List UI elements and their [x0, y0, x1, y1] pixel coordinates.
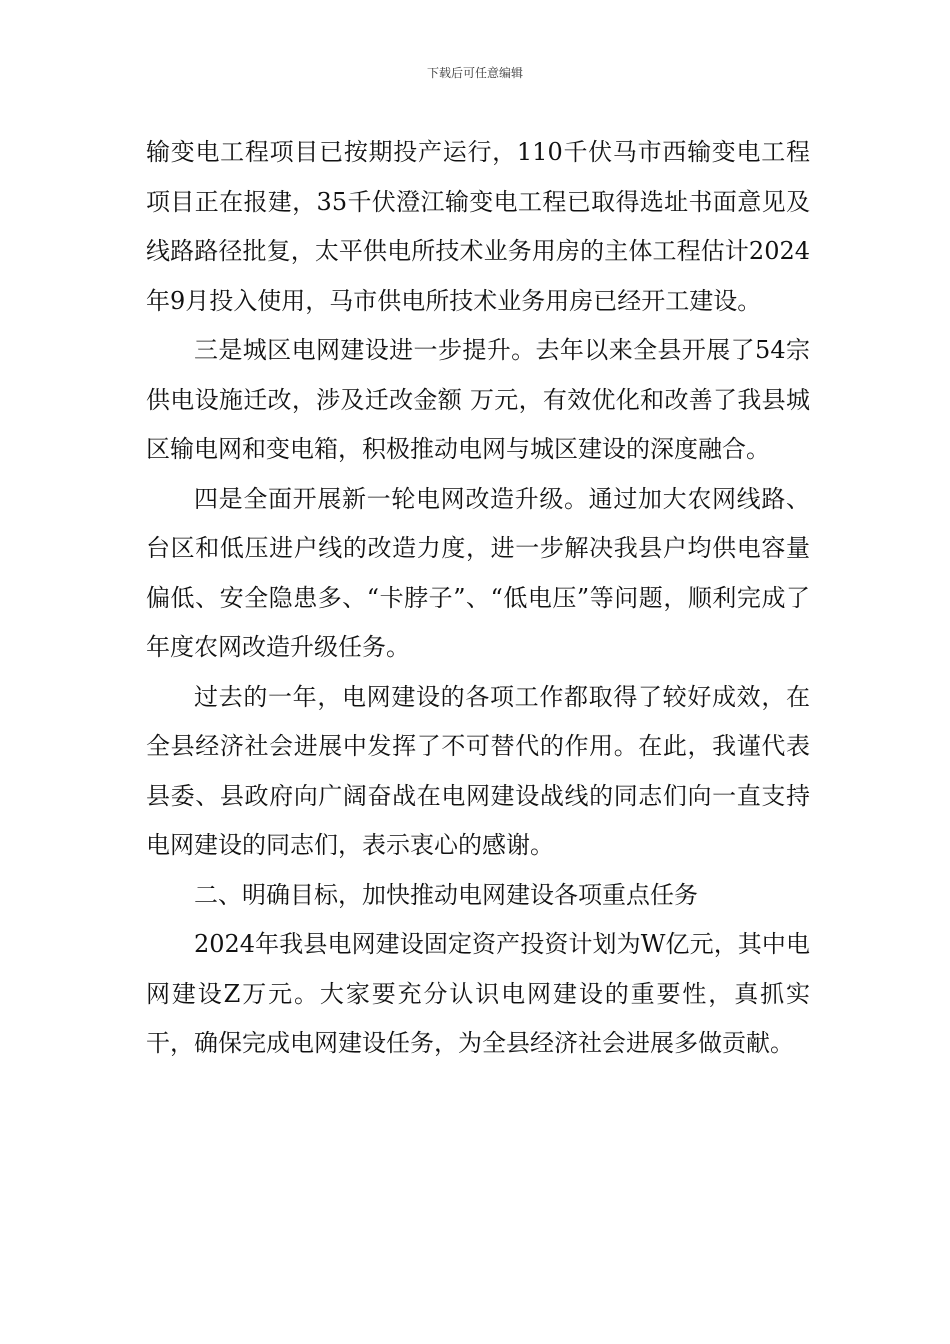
- document-body: [146, 128, 810, 1069]
- paragraph-grid-upgrade: 四是全面开展新一轮电网改造升级。通过加大农网线路、台区和低压进户线的改造力度，进一步解决我县户均供电容量偏低、安全隐患多、“卡脖子”、“低电压”等问题，顺利完成了年度农网改造升级任务。: [146, 484, 810, 661]
- paragraph-investment-plan: 2024年我县电网建设固定资产投资计划为W亿元，其中电网建设Z万元。大家要充分认识电网建设的重要性，真抓实干，确保完成电网建设任务，为全县经济社会进展多做贡献。: [146, 930, 810, 1057]
- paragraph-urban-grid: 三是城区电网建设进一步提升。去年以来全县开展了54宗供电设施迁改，涉及迁改金额 万元，有效优化和改善了我县城区输电网和变电箱，积极推动电网与城区建设的深度融合。: [146, 336, 810, 463]
- page-header: 下载后可任意编辑: [426, 66, 523, 80]
- paragraph-transmission-projects: 输变电工程项目已按期投产运行，110千伏马市西输变电工程项目正在报建，35千伏澄江输变电工程已取得选址书面意见及线路路径批复，太平供电所技术业务用房的主体工程估计2024年9月投入使用，马市供电所技术业务用房已经开工建设。: [146, 138, 810, 315]
- section-heading-goals: 二、明确目标，加快推动电网建设各项重点任务: [194, 880, 698, 909]
- paragraph-past-year: 过去的一年，电网建设的各项工作都取得了较好成效，在全县经济社会进展中发挥了不可替代的作用。在此，我谨代表县委、县政府向广阔奋战在电网建设战线的同志们向一直支持电网建设的同志们，表示衷心的感谢。: [146, 682, 810, 859]
